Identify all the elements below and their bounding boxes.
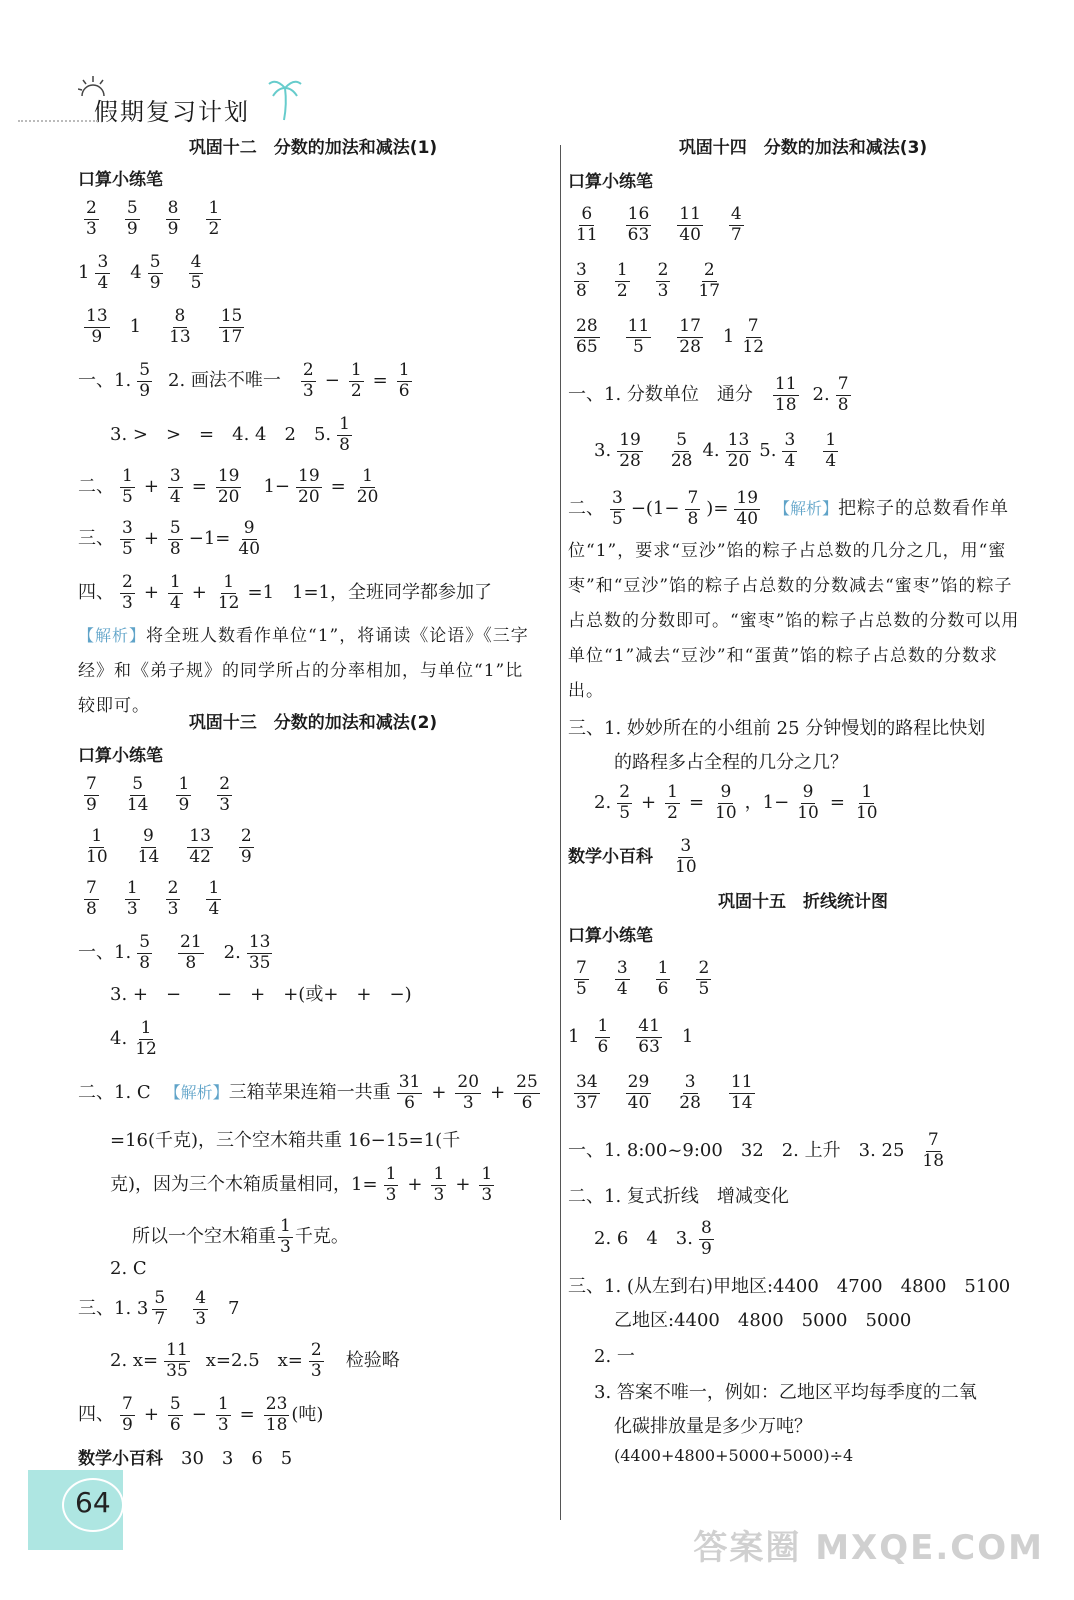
- answer-line: 三、1. 3 $\frac{5}{7}$ $\frac{4}{3}$ 7: [78, 1288, 240, 1329]
- fraction: $\frac{15}{17}$: [220, 306, 243, 347]
- fraction: $\frac{19}{40}$: [736, 488, 759, 529]
- fraction: $\frac{1}{3}$: [126, 878, 138, 919]
- fraction: $\frac{13}{35}$: [248, 932, 271, 973]
- fraction: $\frac{1}{3}$: [280, 1216, 291, 1257]
- fraction: $\frac{1}{2}$: [208, 198, 220, 239]
- fraction: $\frac{21}{8}$: [180, 932, 202, 973]
- fraction: $\frac{7}{12}$: [742, 316, 765, 357]
- oral-row: [78, 828, 254, 867]
- oral-row: [568, 206, 744, 245]
- answer-line: 三、 $\frac{3}{5}$ + $\frac{5}{8}$ −1= $\frac{9}{40}$: [78, 518, 261, 559]
- answer-line: 克)，因为三个木箱质量相同，1= $\frac{1}{3}$ + $\frac{1}{3}$ + $\frac{1}{3}$: [110, 1164, 493, 1205]
- fraction: $\frac{29}{40}$: [627, 1072, 650, 1113]
- section-title-14: 巩固十四 分数的加法和减法(3): [678, 138, 928, 158]
- fraction: $\frac{2}{3}$: [219, 774, 231, 815]
- fraction: $\frac{1}{4}$: [208, 878, 220, 919]
- answer-line: 二、1. C 【解析】 三箱苹果连箱一共重 $\frac{31}{6}$ + $\frac{20}{3}$ + $\frac{25}{6}$: [78, 1072, 538, 1113]
- analysis-paragraph: 【解析】将全班人数看作单位“1”，将诵读《论语》《三字经》和《弟子规》的同学所占的分率相加，与单位“1”比较即可。: [78, 626, 529, 716]
- fraction: $\frac{9}{10}$: [797, 782, 819, 823]
- fraction: $\frac{5}{6}$: [169, 1394, 181, 1435]
- oral-row: $\frac{13}{9}$ 1 $\frac{8}{13}$ $\frac{15}{17}$: [86, 306, 243, 347]
- page-header: [78, 72, 378, 124]
- math-wiki-line: 数学小百科 30 3 6 5: [78, 1448, 293, 1469]
- answer-line: =16(千克)，三个空木箱共重 16−15=1(千: [110, 1130, 461, 1151]
- fraction: $\frac{11}{40}$: [679, 204, 701, 245]
- fraction: $\frac{1}{6}$: [398, 360, 410, 401]
- fraction: $\frac{8}{9}$: [167, 198, 179, 239]
- fraction: $\frac{1}{6}$: [597, 1016, 609, 1057]
- fraction: $\frac{28}{65}$: [576, 316, 598, 357]
- oral-row: 1 $\frac{3}{4}$ 4 $\frac{5}{9}$ $\frac{4}{5}$: [78, 252, 202, 293]
- fraction: $\frac{5}{9}$: [149, 252, 161, 293]
- fraction: $\frac{23}{18}$: [265, 1394, 288, 1435]
- answer-line: 一、1. $\frac{5}{9}$ 2. 画法不唯一 $\frac{2}{3}$ − $\frac{1}{2}$ = $\frac{1}{6}$: [78, 360, 410, 401]
- answer-line: 一、1. $\frac{5}{8}$ $\frac{21}{8}$ 2. $\frac{13}{35}$: [78, 932, 271, 973]
- watermark: 答案圈 MXQE.COM: [693, 1528, 1044, 1568]
- fraction: $\frac{11}{14}$: [730, 1072, 753, 1113]
- fraction: $\frac{6}{11}$: [576, 204, 598, 245]
- analysis-tag: 【解析】: [774, 499, 839, 519]
- fraction: $\frac{1}{10}$: [86, 826, 108, 867]
- fraction: $\frac{17}{28}$: [679, 316, 701, 357]
- fraction: $\frac{2}{9}$: [240, 826, 252, 867]
- fraction: $\frac{13}{9}$: [86, 306, 108, 347]
- answer-line: 三、1. (从左到右)甲地区:4400 4700 4800 5100: [568, 1276, 1011, 1297]
- oral-row: [568, 960, 711, 999]
- section-title-13: 巩固十三 分数的加法和减法(2): [188, 713, 438, 733]
- fraction: $\frac{9}{10}$: [715, 782, 737, 823]
- fraction: $\frac{3}{4}$: [169, 466, 181, 507]
- answer-line: 的路程多占全程的几分之几？: [614, 752, 848, 773]
- fraction: $\frac{1}{20}$: [356, 466, 379, 507]
- fraction: $\frac{7}{5}$: [576, 958, 587, 999]
- fraction: $\frac{5}{28}$: [670, 430, 693, 471]
- oral-row: [78, 200, 221, 239]
- fraction: $\frac{34}{37}$: [576, 1072, 598, 1113]
- fraction: $\frac{1}{3}$: [433, 1164, 445, 1205]
- fraction: $\frac{2}{5}$: [698, 958, 710, 999]
- oral-row: [568, 1074, 755, 1113]
- fraction: $\frac{7}{8}$: [837, 374, 849, 415]
- fraction: $\frac{1}{9}$: [178, 774, 190, 815]
- fraction: $\frac{1}{3}$: [217, 1394, 229, 1435]
- fraction: $\frac{2}{3}$: [86, 198, 97, 239]
- fraction: $\frac{2}{5}$: [619, 782, 631, 823]
- fraction: $\frac{5}{8}$: [169, 518, 181, 559]
- fraction: $\frac{2}{3}$: [657, 260, 669, 301]
- fraction: $\frac{1}{2}$: [350, 360, 362, 401]
- fraction: $\frac{9}{14}$: [137, 826, 160, 867]
- fraction: $\frac{2}{3}$: [302, 360, 314, 401]
- fraction: $\frac{2}{3}$: [122, 572, 133, 613]
- column-divider: [560, 145, 561, 1520]
- fraction: $\frac{2}{3}$: [310, 1340, 322, 1381]
- fraction: $\frac{3}{10}$: [675, 836, 697, 877]
- fraction: $\frac{1}{4}$: [825, 430, 837, 471]
- answer-line: 3. + − − + +(或+ + −): [110, 984, 412, 1005]
- fraction: $\frac{13}{42}$: [189, 826, 211, 867]
- fraction: $\frac{4}{5}$: [190, 252, 202, 293]
- fraction: $\frac{2}{17}$: [698, 260, 721, 301]
- fraction: $\frac{1}{2}$: [667, 782, 678, 823]
- answer-line: 四、 $\frac{7}{9}$ + $\frac{5}{6}$ − $\frac{1}{3}$ = $\frac{23}{18}$ (吨): [78, 1394, 324, 1435]
- answer-line: 2. x= $\frac{11}{35}$ x=2.5 x= $\frac{2}{3}$ 检验略: [110, 1340, 400, 1381]
- fraction: $\frac{8}{13}$: [169, 306, 191, 347]
- answer-line: 2. 一: [594, 1346, 635, 1367]
- answer-line: 2. $\frac{2}{5}$ + $\frac{1}{2}$ = $\frac{9}{10}$ ，1− $\frac{9}{10}$ = $\frac{1}{10}$: [594, 782, 878, 823]
- answer-line: 2. C: [110, 1258, 147, 1279]
- fraction: $\frac{5}{8}$: [139, 932, 151, 973]
- fraction: $\frac{5}{7}$: [154, 1288, 166, 1329]
- fraction: $\frac{19}{28}$: [619, 430, 641, 471]
- analysis-paragraph: 位“1”，要求“豆沙”馅的粽子占总数的几分之几，用“蜜枣”和“豆沙”馅的粽子占总数的分数减去“蜜枣”馅的粽子占总数的分数即可。“蜜枣”馅的粽子占总数的分数可以用单位“1”减去“豆沙”和“蛋黄”馅的粽子占总数的分数求出。: [568, 541, 1020, 701]
- analysis-tag: 【解析】: [164, 1083, 229, 1103]
- fraction: $\frac{1}{4}$: [169, 572, 181, 613]
- fraction: $\frac{25}{6}$: [516, 1072, 538, 1113]
- fraction: $\frac{11}{35}$: [166, 1340, 188, 1381]
- fraction: $\frac{9}{40}$: [238, 518, 261, 559]
- fraction: $\frac{19}{20}$: [298, 466, 320, 507]
- fraction: $\frac{16}{63}$: [627, 204, 650, 245]
- answer-line: 3. > > = 4. 4 2 5. $\frac{1}{8}$: [110, 414, 350, 455]
- header-title: 假期复习计划: [94, 98, 250, 126]
- answer-line: 一、1. 分数单位 通分 $\frac{11}{18}$ 2. $\frac{7}{8}$: [568, 374, 849, 415]
- fraction: $\frac{7}{9}$: [122, 1394, 133, 1435]
- fraction: $\frac{3}{5}$: [612, 488, 623, 529]
- fraction: $\frac{1}{3}$: [481, 1164, 493, 1205]
- answer-line: 三、1. 妙妙所在的小组前 25 分钟慢划的路程比快划: [568, 718, 986, 739]
- answer-line: 四、 $\frac{2}{3}$ + $\frac{1}{4}$ + $\frac{1}{12}$ =1 1=1，全班同学都参加了: [78, 572, 493, 613]
- fraction: $\frac{20}{3}$: [457, 1072, 480, 1113]
- answer-line: 二、 $\frac{1}{5}$ + $\frac{3}{4}$ = $\frac{19}{20}$ 1− $\frac{19}{20}$ = $\frac{1}{20}$: [78, 466, 379, 507]
- answer-line: 乙地区:4400 4800 5000 5000: [614, 1310, 912, 1331]
- section-title-15: 巩固十五 折线统计图: [718, 892, 888, 912]
- fraction: $\frac{2}{3}$: [167, 878, 179, 919]
- fraction: $\frac{3}{4}$: [616, 958, 628, 999]
- fraction: $\frac{1}{8}$: [339, 414, 350, 455]
- page-number: 64: [75, 1486, 111, 1519]
- oral-practice-heading: 口算小练笔: [568, 926, 653, 946]
- fraction: $\frac{5}{9}$: [139, 360, 151, 401]
- answer-line: 4. $\frac{1}{12}$: [110, 1018, 157, 1059]
- section-title-12: 巩固十二 分数的加法和减法(1): [188, 138, 438, 158]
- header-dotted-line: [18, 120, 98, 122]
- fraction: $\frac{1}{5}$: [122, 466, 133, 507]
- fraction: $\frac{1}{3}$: [385, 1164, 397, 1205]
- fraction: $\frac{4}{3}$: [195, 1288, 207, 1329]
- fraction: $\frac{4}{7}$: [730, 204, 742, 245]
- fraction: $\frac{1}{2}$: [616, 260, 628, 301]
- fraction: $\frac{41}{63}$: [638, 1016, 660, 1057]
- palm-tree-icon: [268, 74, 302, 122]
- oral-practice-heading: 口算小练笔: [568, 172, 653, 192]
- fraction: $\frac{7}{18}$: [922, 1130, 945, 1171]
- answer-line: 3. $\frac{19}{28}$ $\frac{5}{28}$ 4. $\frac{13}{20}$ 5. $\frac{3}{4}$ $\frac{1}{4}$: [594, 430, 837, 471]
- oral-row: [568, 262, 722, 301]
- fraction: $\frac{1}{12}$: [217, 572, 240, 613]
- oral-practice-heading: 口算小练笔: [78, 746, 163, 766]
- fraction: $\frac{1}{10}$: [855, 782, 878, 823]
- answer-line: 2. 6 4 3. $\frac{8}{9}$: [594, 1218, 712, 1259]
- answer-line: 化碳排放量是多少万吨？: [614, 1416, 812, 1437]
- oral-practice-heading: 口算小练笔: [78, 170, 163, 190]
- fraction: $\frac{3}{28}$: [679, 1072, 701, 1113]
- math-wiki-line: 数学小百科 $\frac{3}{10}$: [568, 836, 697, 877]
- fraction: $\frac{11}{5}$: [627, 316, 650, 357]
- answer-line: 二、 $\frac{3}{5}$ −(1− $\frac{7}{8}$ )= $\frac{19}{40}$ 【解析】 把粽子的总数看作单: [568, 488, 1010, 529]
- fraction: $\frac{13}{20}$: [727, 430, 750, 471]
- fraction: $\frac{3}{4}$: [97, 252, 109, 293]
- fraction: $\frac{7}{8}$: [86, 878, 97, 919]
- fraction: $\frac{3}{5}$: [122, 518, 133, 559]
- oral-row: 1 $\frac{1}{6}$ $\frac{41}{63}$ 1: [568, 1016, 694, 1057]
- analysis-tag: 【解析】: [78, 626, 147, 645]
- fraction: $\frac{3}{8}$: [576, 260, 587, 301]
- answer-line: 一、1. 8:00~9:00 32 2. 上升 3. 25 $\frac{7}{18}$: [568, 1130, 945, 1171]
- oral-row: [78, 776, 232, 815]
- answer-line: 3. 答案不唯一，例如：乙地区平均每季度的二氧: [594, 1382, 977, 1403]
- fraction: $\frac{3}{4}$: [784, 430, 796, 471]
- fraction: $\frac{11}{18}$: [774, 374, 797, 415]
- fraction: $\frac{5}{14}$: [126, 774, 149, 815]
- answer-line: 二、1. 复式折线 增减变化: [568, 1186, 789, 1207]
- fraction: $\frac{8}{9}$: [700, 1218, 712, 1259]
- fraction: $\frac{7}{8}$: [687, 488, 699, 529]
- answer-line: (4400+4800+5000+5000)÷4: [614, 1446, 854, 1465]
- fraction: $\frac{19}{20}$: [217, 466, 240, 507]
- oral-row: [78, 880, 221, 919]
- answer-line: 所以一个空木箱重 $\frac{1}{3}$ 千克。: [132, 1216, 349, 1257]
- fraction: $\frac{1}{12}$: [135, 1018, 157, 1059]
- fraction: $\frac{1}{6}$: [657, 958, 669, 999]
- fraction: $\frac{5}{9}$: [126, 198, 138, 239]
- fraction: $\frac{31}{6}$: [398, 1072, 421, 1113]
- fraction: $\frac{7}{9}$: [86, 774, 97, 815]
- oral-row: $\frac{28}{65}$ $\frac{11}{5}$ $\frac{17}{28}$ 1 $\frac{7}{12}$: [576, 316, 765, 357]
